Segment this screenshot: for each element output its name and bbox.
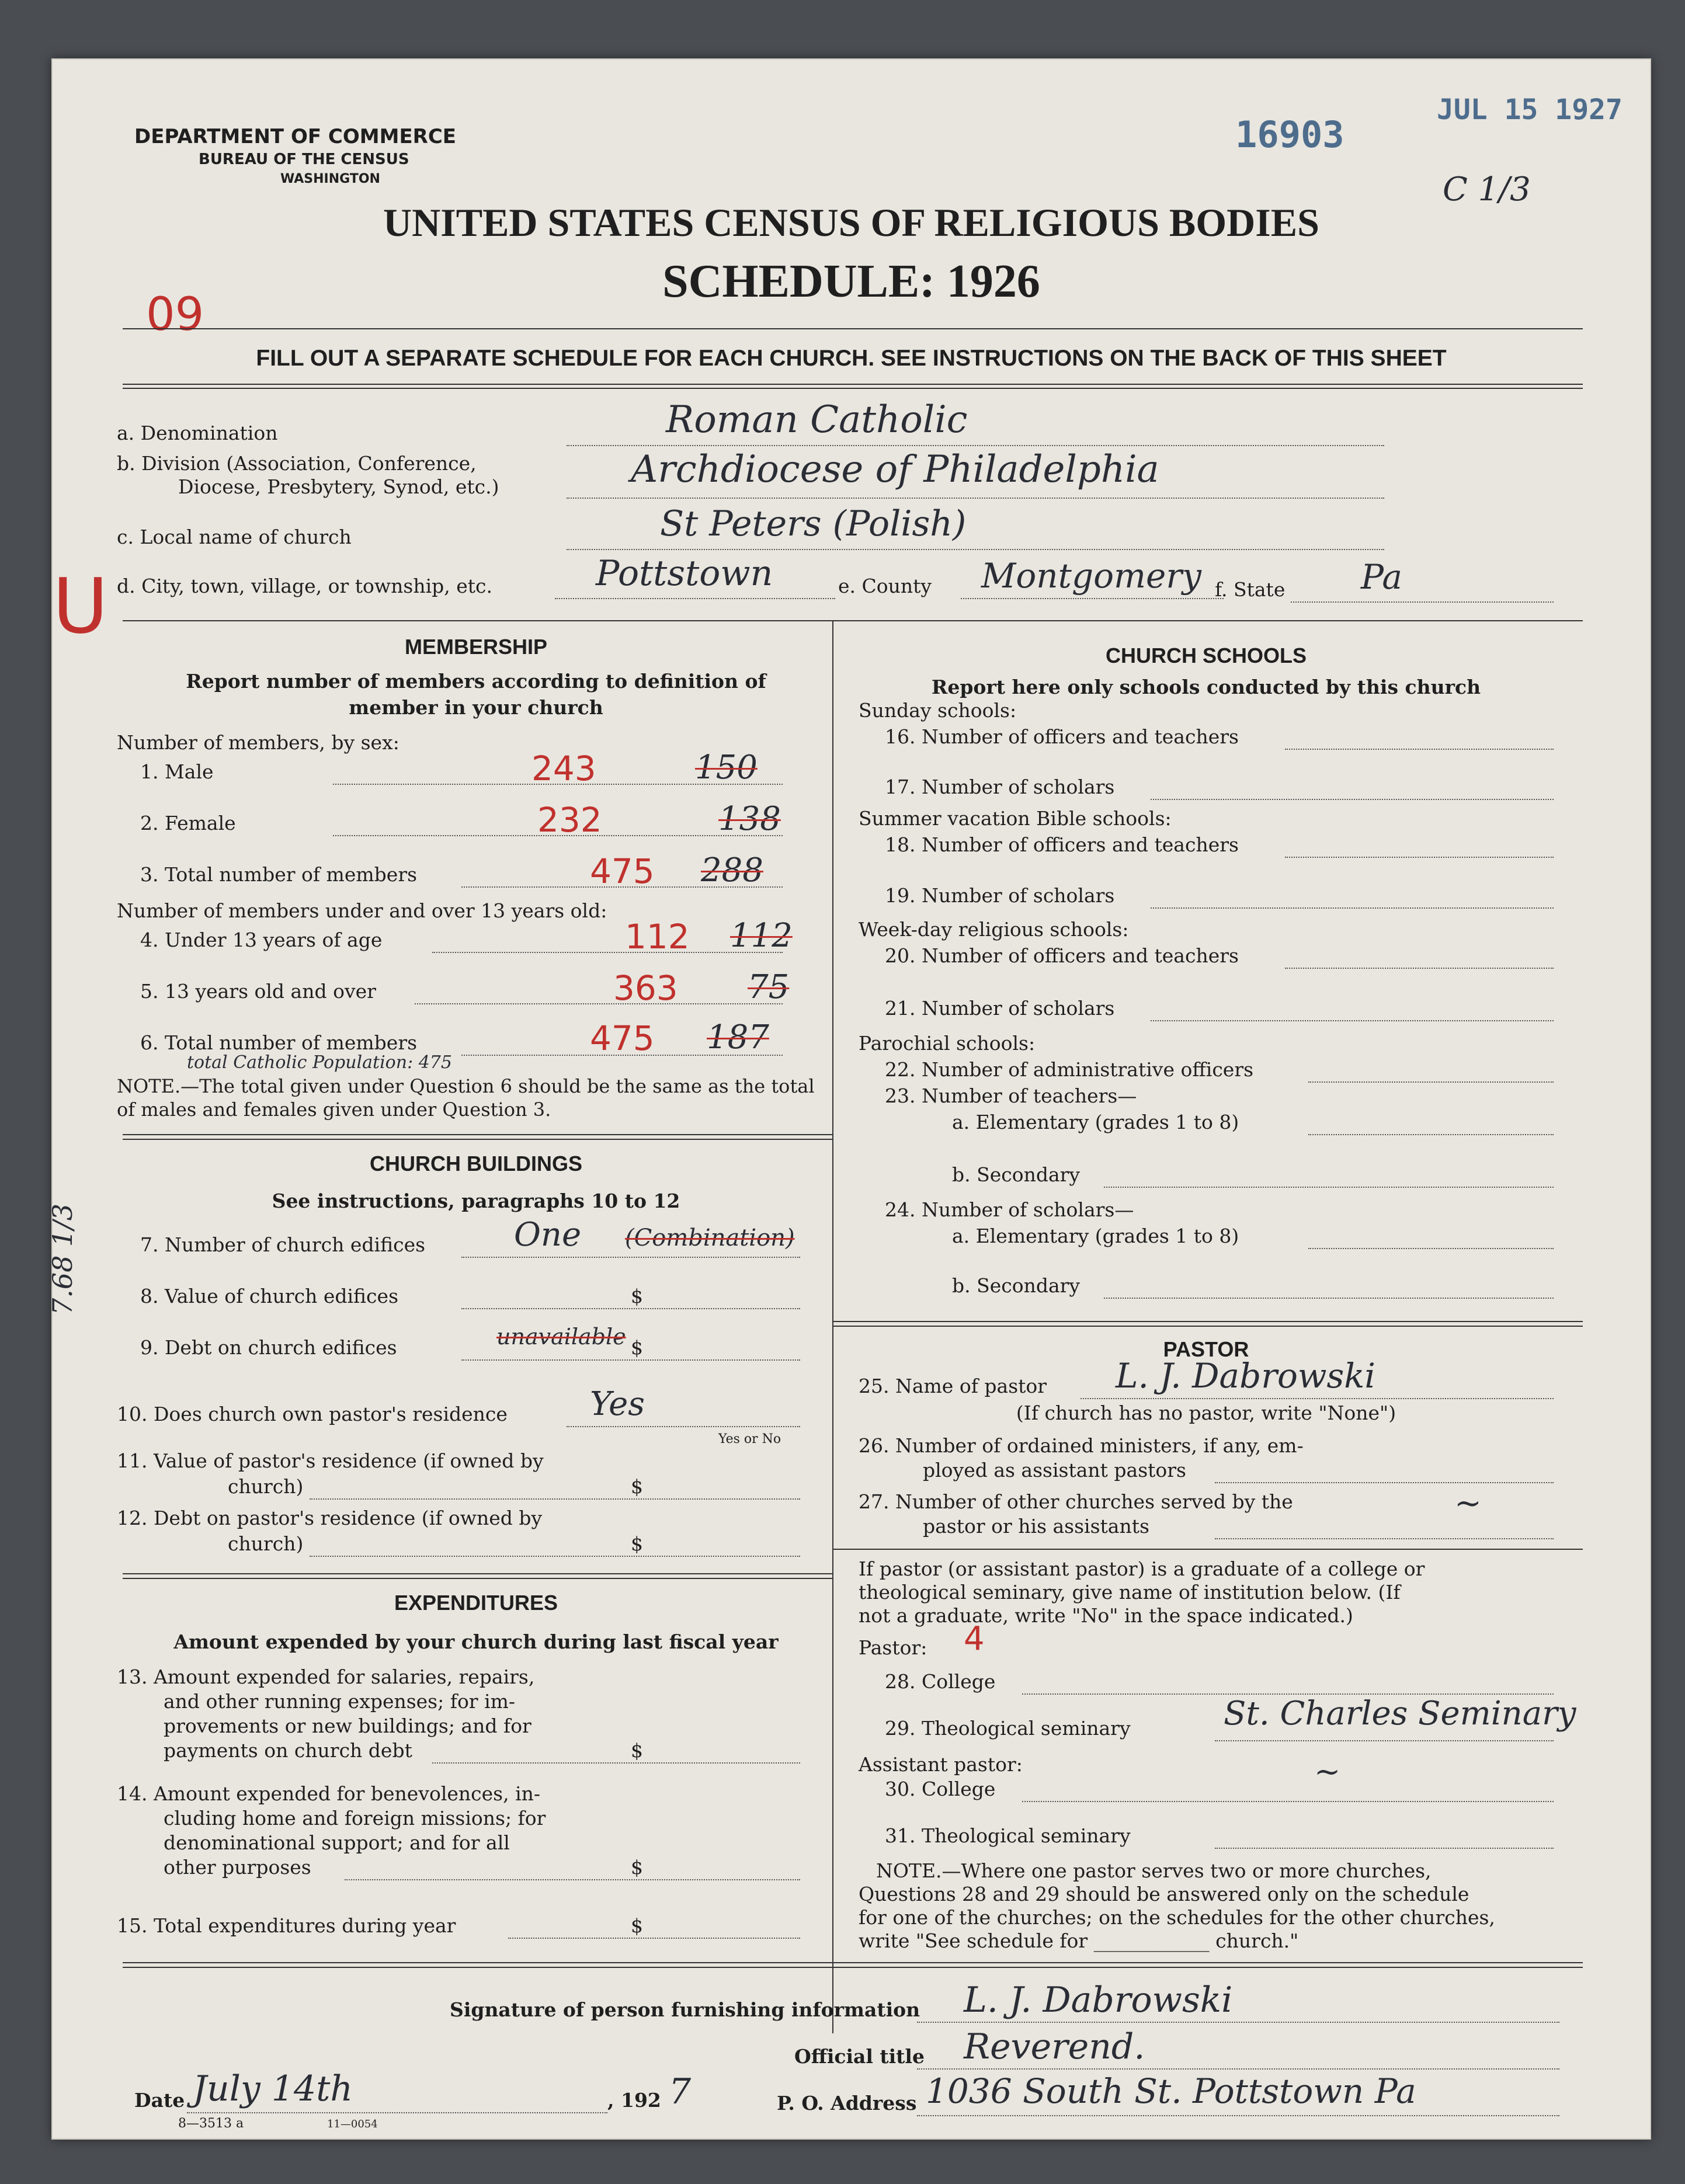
- local-name-label: c. Local name of church: [117, 526, 352, 548]
- q24b-label: b. Secondary: [952, 1274, 1081, 1297]
- q18-field[interactable]: [1291, 830, 1548, 854]
- q26-field[interactable]: [1221, 1456, 1548, 1479]
- q8-label: 8. Value of church edifices: [140, 1285, 399, 1307]
- pastor-red-mark: 4: [964, 1620, 985, 1658]
- q4-red-value: 112: [625, 917, 690, 957]
- q9-dollar: $: [631, 1336, 643, 1359]
- denomination-label: a. Denomination: [117, 422, 278, 444]
- q13-dollar: $: [631, 1739, 643, 1762]
- q23a-label: a. Elementary (grades 1 to 8): [952, 1111, 1239, 1133]
- q24b-field[interactable]: [1110, 1271, 1548, 1295]
- q6-label: 6. Total number of members: [140, 1031, 418, 1054]
- received-date-stamp: JUL 15 1927: [1437, 93, 1623, 126]
- q23b-field[interactable]: [1110, 1160, 1548, 1184]
- sunday-heading: Sunday schools:: [859, 699, 1017, 722]
- q30-college-field[interactable]: ~: [1314, 1753, 1341, 1790]
- division-label-2: Diocese, Presbytery, Synod, etc.): [178, 475, 499, 498]
- q1-red-value: 243: [531, 749, 596, 788]
- q17-field[interactable]: [1156, 773, 1548, 796]
- q12-label-2: church): [228, 1532, 304, 1555]
- q13-line-1: 13. Amount expended for salaries, repairs,: [117, 1665, 535, 1688]
- q5-label: 5. 13 years old and over: [140, 980, 376, 1003]
- q11-label-2: church): [228, 1475, 304, 1498]
- q24-label: 24. Number of scholars—: [885, 1198, 1134, 1221]
- buildings-heading: CHURCH BUILDINGS: [370, 1152, 582, 1176]
- q14-line-4: other purposes: [164, 1856, 311, 1879]
- instruction-banner: FILL OUT A SEPARATE SCHEDULE FOR EACH CHURCH. SEE INSTRUCTIONS ON THE BACK OF THIS SHEET: [256, 346, 1447, 371]
- q27-label-2: pastor or his assistants: [923, 1515, 1149, 1538]
- state-field[interactable]: Pa: [1361, 557, 1402, 597]
- q27-label-1: 27. Number of other churches served by the: [859, 1490, 1293, 1513]
- q10-hint: Yes or No: [718, 1432, 781, 1446]
- state-label: f. State: [1215, 578, 1286, 601]
- census-schedule-sheet: [47, 58, 1651, 2140]
- summer-heading: Summer vacation Bible schools:: [859, 807, 1172, 830]
- division-field[interactable]: Archdiocese of Philadelphia: [631, 448, 1159, 491]
- assistant-sublabel: Assistant pastor:: [859, 1753, 1023, 1776]
- side-margin-note: 7.68 1/3: [47, 1203, 78, 1315]
- q18-label: 18. Number of officers and teachers: [885, 833, 1239, 856]
- q16-label: 16. Number of officers and teachers: [885, 725, 1239, 748]
- membership-intro-1: Report number of members according to definition of: [186, 670, 766, 693]
- q28-label: 28. College: [885, 1670, 996, 1693]
- expenditures-heading: EXPENDITURES: [394, 1591, 558, 1615]
- q14-line-3: denominational support; and for all: [164, 1831, 510, 1854]
- pastor-heading: PASTOR: [1163, 1337, 1249, 1361]
- local-name-field[interactable]: St Peters (Polish): [660, 503, 967, 544]
- date-label: Date: [134, 2089, 185, 2112]
- form-title: UNITED STATES CENSUS OF RELIGIOUS BODIES: [383, 200, 1319, 245]
- date-field[interactable]: July 14th: [193, 2068, 353, 2109]
- q30-label: 30. College: [885, 1778, 996, 1800]
- q7-edifices-field[interactable]: One: [514, 1216, 582, 1254]
- official-title-field[interactable]: Reverend.: [964, 2026, 1145, 2067]
- membership-note: NOTE.—The total given under Question 6 should be the same as the total of males and females given under Question 3.: [117, 1075, 815, 1121]
- q6-red-value: 475: [590, 1018, 655, 1058]
- weekday-heading: Week-day religious schools:: [859, 918, 1129, 941]
- official-title-label: Official title: [794, 2045, 925, 2068]
- grad-note-1: If pastor (or assistant pastor) is a graduate of a college or: [859, 1557, 1425, 1580]
- q19-field[interactable]: [1156, 881, 1548, 905]
- dept-line3: WASHINGTON: [280, 172, 380, 186]
- q21-field[interactable]: [1156, 994, 1548, 1017]
- q7-label: 7. Number of church edifices: [140, 1233, 426, 1256]
- pastor-note-2: Questions 28 and 29 should be answered only on the schedule: [859, 1883, 1469, 1905]
- grad-note-2: theological seminary, give name of institution below. (If: [859, 1581, 1401, 1604]
- q9-label: 9. Debt on church edifices: [140, 1336, 397, 1359]
- city-label: d. City, town, village, or township, etc.: [117, 575, 493, 597]
- q27-field[interactable]: ~: [1454, 1484, 1482, 1522]
- q13-line-3: provements or new buildings; and for: [164, 1714, 531, 1737]
- q11-value-field[interactable]: [645, 1473, 797, 1495]
- q28-college-field[interactable]: [1028, 1667, 1548, 1691]
- q13-line-4: payments on church debt: [164, 1739, 412, 1762]
- red-u-mark: U: [53, 562, 109, 651]
- signature-label: Signature of person furnishing information: [450, 1998, 920, 2021]
- po-address-label: P. O. Address: [777, 2092, 917, 2115]
- dept-line2: BUREAU OF THE CENSUS: [199, 151, 409, 168]
- q21-label: 21. Number of scholars: [885, 997, 1115, 1020]
- q23b-label: b. Secondary: [952, 1163, 1081, 1186]
- q2-label: 2. Female: [140, 812, 236, 834]
- q15-dollar: $: [631, 1914, 643, 1937]
- q5-red-value: 363: [613, 968, 678, 1008]
- serial-number: 16903: [1235, 113, 1344, 156]
- q3-red-value: 475: [590, 851, 655, 891]
- corner-mark: C 1/3: [1443, 171, 1531, 208]
- q24a-field[interactable]: [1314, 1222, 1548, 1245]
- pastor-note-4: write "See schedule for ____________ church.": [859, 1929, 1299, 1952]
- q4-label: 4. Under 13 years of age: [140, 928, 383, 951]
- q25-label: 25. Name of pastor: [859, 1375, 1047, 1397]
- q12-label-1: 12. Debt on pastor's residence (if owned by: [117, 1507, 543, 1529]
- membership-intro-2: member in your church: [349, 696, 603, 719]
- q4-under13-field[interactable]: 112: [730, 917, 793, 955]
- q23a-field[interactable]: [1314, 1108, 1548, 1131]
- q8-dollar: $: [631, 1285, 643, 1307]
- q3-label: 3. Total number of members: [140, 863, 418, 886]
- q11-label-1: 11. Value of pastor's residence (if owned by: [117, 1449, 544, 1472]
- q20-field[interactable]: [1291, 941, 1548, 965]
- q24a-label: a. Elementary (grades 1 to 8): [952, 1225, 1239, 1247]
- q12-debt-field[interactable]: [645, 1530, 797, 1552]
- q19-label: 19. Number of scholars: [885, 884, 1115, 907]
- pastor-note-1: NOTE.—Where one pastor serves two or more churches,: [876, 1859, 1432, 1882]
- q6-total-field[interactable]: 187: [707, 1018, 769, 1056]
- q25-pastor-name-field[interactable]: L. J. Dabrowski: [1116, 1356, 1375, 1396]
- q14-line-2: cluding home and foreign missions; for: [164, 1807, 546, 1830]
- q31-seminary-field[interactable]: [1221, 1821, 1548, 1845]
- denomination-field[interactable]: Roman Catholic: [666, 398, 968, 441]
- po-address-field[interactable]: 1036 South St. Pottstown Pa: [926, 2071, 1416, 2111]
- city-field[interactable]: Pottstown: [596, 553, 773, 594]
- form-number: 8—3513 a: [178, 2116, 244, 2131]
- q11-dollar: $: [631, 1475, 643, 1498]
- age-heading: Number of members under and over 13 years old:: [117, 899, 607, 922]
- q8-value-field[interactable]: [645, 1283, 797, 1305]
- q5-over13-field[interactable]: 75: [748, 968, 790, 1006]
- by-sex-label: Number of members, by sex:: [117, 731, 399, 754]
- year-field[interactable]: 7: [669, 2071, 692, 2112]
- county-field[interactable]: Montgomery: [981, 556, 1201, 596]
- county-label: e. County: [838, 575, 932, 597]
- q1-label: 1. Male: [140, 760, 214, 783]
- q12-dollar: $: [631, 1532, 643, 1555]
- q14-amount-field[interactable]: [645, 1853, 797, 1876]
- q26-label-2: ployed as assistant pastors: [923, 1459, 1186, 1481]
- dept-line1: DEPARTMENT OF COMMERCE: [134, 125, 457, 148]
- year-prefix: , 192: [607, 2089, 661, 2112]
- q20-label: 20. Number of officers and teachers: [885, 944, 1239, 967]
- q26-label-1: 26. Number of ordained ministers, if any, em-: [859, 1434, 1304, 1457]
- q2-red-value: 232: [537, 800, 602, 840]
- membership-heading: MEMBERSHIP: [404, 635, 548, 659]
- q13-line-2: and other running expenses; for im-: [164, 1690, 516, 1713]
- q10-residence-field[interactable]: Yes: [590, 1385, 645, 1423]
- expenditures-sub: Amount expended by your church during last fiscal year: [173, 1630, 779, 1653]
- q7-struck-note: (Combination): [625, 1225, 795, 1251]
- schools-sub: Report here only schools conducted by this church: [931, 676, 1481, 698]
- division-label-1: b. Division (Association, Conference,: [117, 452, 477, 475]
- q14-dollar: $: [631, 1856, 643, 1879]
- q14-line-1: 14. Amount expended for benevolences, in-: [117, 1782, 541, 1805]
- buildings-sub: See instructions, paragraphs 10 to 12: [272, 1190, 680, 1212]
- parochial-heading: Parochial schools:: [859, 1032, 1036, 1055]
- print-number: 11—0054: [327, 2118, 378, 2130]
- q13-amount-field[interactable]: [645, 1737, 797, 1759]
- pastor-note-3: for one of the churches; on the schedules for the other churches,: [859, 1906, 1495, 1929]
- q2-female-field[interactable]: 138: [718, 800, 781, 838]
- red-code: 09: [146, 288, 204, 341]
- schedule-title: SCHEDULE: 1926: [662, 256, 1040, 307]
- q17-label: 17. Number of scholars: [885, 775, 1115, 798]
- q29-seminary-field[interactable]: St. Charles Seminary: [1224, 1695, 1576, 1733]
- q16-field[interactable]: [1291, 722, 1548, 746]
- q10-label: 10. Does church own pastor's residence: [117, 1403, 508, 1425]
- q23-label: 23. Number of teachers—: [885, 1084, 1137, 1107]
- q9-debt-field[interactable]: unavailable: [496, 1324, 626, 1350]
- total-catholic-note: total Catholic Population: 475: [187, 1052, 452, 1073]
- q15-total-field[interactable]: [645, 1912, 797, 1934]
- q3-total-field[interactable]: 288: [701, 851, 763, 889]
- q25-hint: (If church has no pastor, write "None"): [1016, 1401, 1396, 1424]
- q22-field[interactable]: [1314, 1055, 1548, 1079]
- q29-label: 29. Theological seminary: [885, 1717, 1131, 1740]
- signature-field[interactable]: L. J. Dabrowski: [964, 1980, 1233, 2020]
- q31-label: 31. Theological seminary: [885, 1824, 1131, 1847]
- grad-note-3: not a graduate, write "No" in the space indicated.): [859, 1604, 1353, 1627]
- q15-label: 15. Total expenditures during year: [117, 1914, 456, 1937]
- q22-label: 22. Number of administrative officers: [885, 1058, 1254, 1081]
- q1-male-field[interactable]: 150: [695, 749, 758, 787]
- pastor-sublabel: Pastor:: [859, 1636, 927, 1659]
- schools-heading: CHURCH SCHOOLS: [1105, 644, 1307, 667]
